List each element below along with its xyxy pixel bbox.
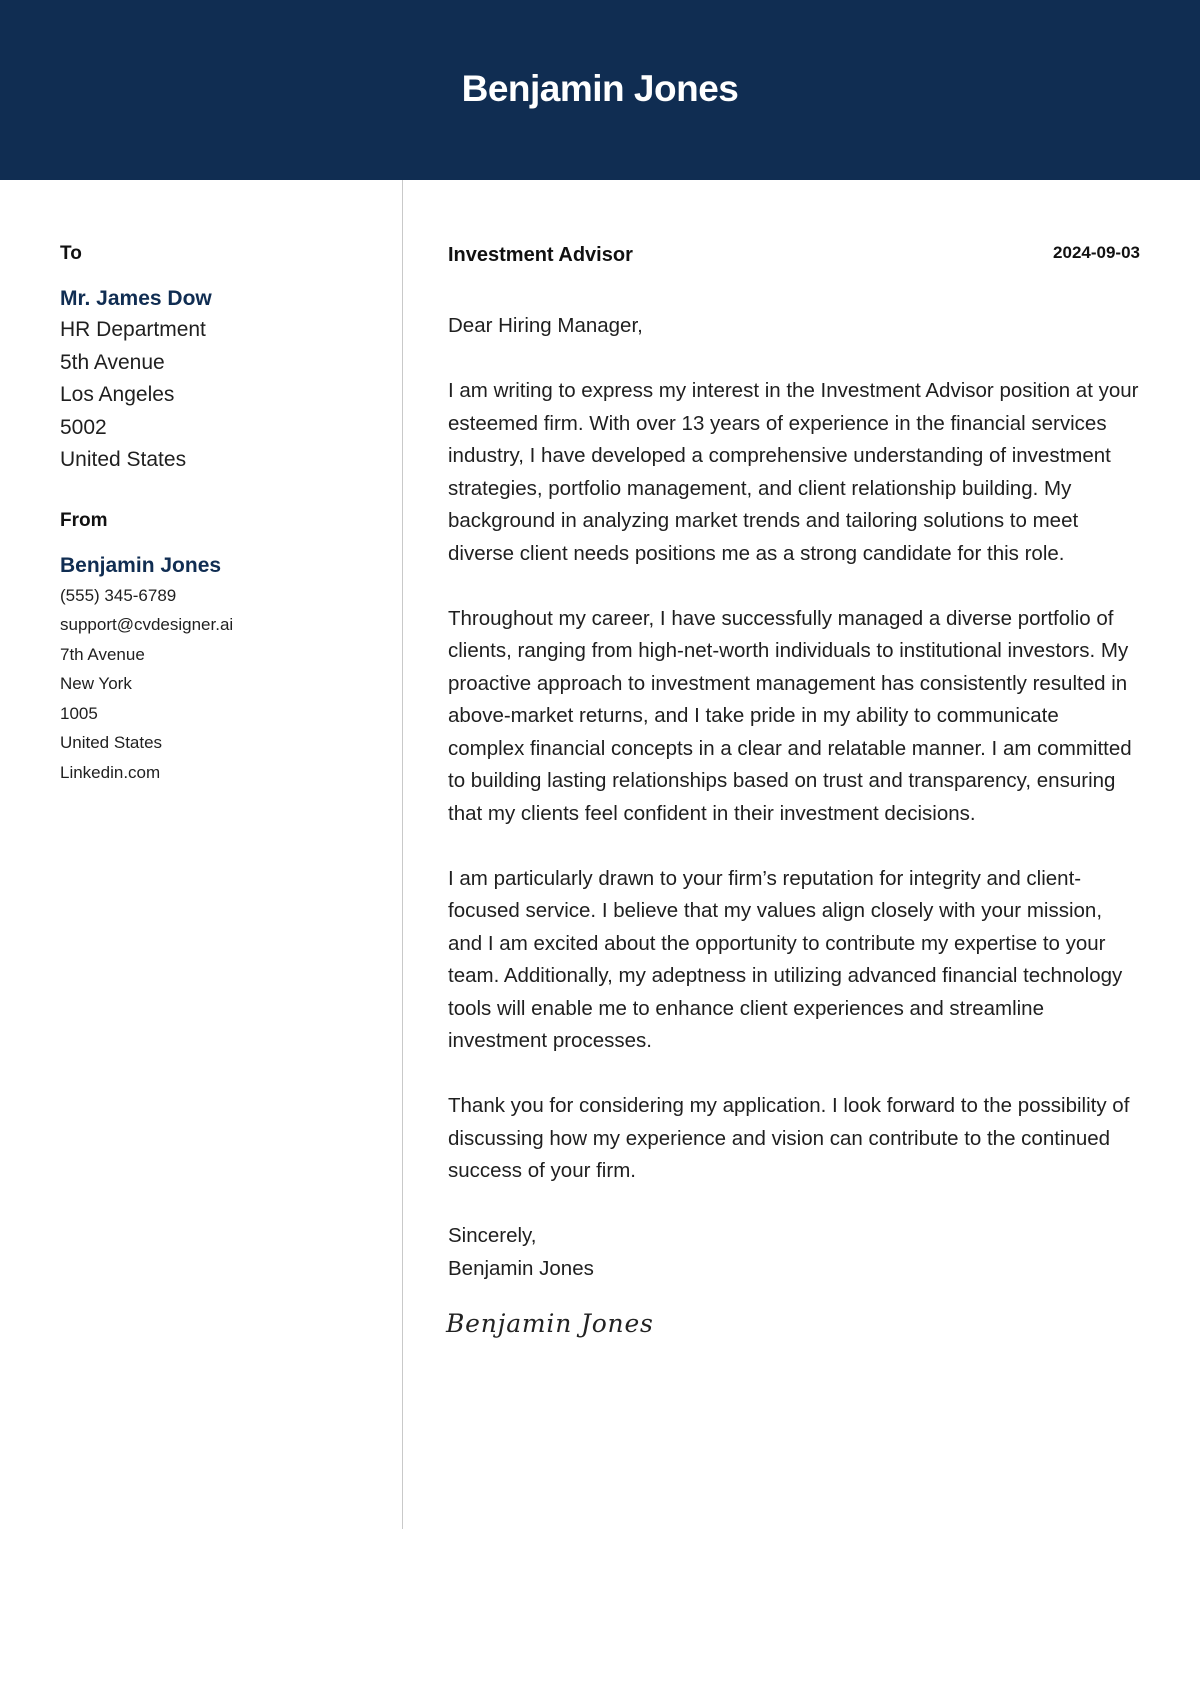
sender-zip: 1005 — [60, 703, 98, 723]
sender-phone: (555) 345-6789 — [60, 585, 177, 605]
recipient-department: HR Department — [60, 318, 206, 341]
applicant-name-heading: Benjamin Jones — [461, 68, 739, 109]
header-banner — [0, 0, 1200, 180]
closing-phrase: Sincerely, — [448, 1224, 537, 1247]
sender-link: Linkedin.com — [60, 762, 161, 782]
handwritten-signature: Benjamin Jones — [446, 1309, 654, 1338]
recipient-city: Los Angeles — [60, 383, 175, 406]
letter-header — [448, 240, 1140, 270]
letter-paragraph-3: I am particularly drawn to your firm’s reputation for integrity and client-focused service. I believe that my values align closely with your mission, and I am excited about the opportunity to contribute my expertise to your team. Additionally, my adeptness in utilizing advanced financial technology tools will enable me to enhance client experiences and streamline investment processes. — [448, 866, 1123, 1052]
recipient-name: Mr. James Dow — [60, 287, 212, 310]
letter-paragraph-4: Thank you for considering my application. I look forward to the possibility of discussing how my experience and vision can contribute to the continued success of your firm. — [448, 1094, 1130, 1182]
column-divider — [402, 180, 403, 1529]
sender-name: Benjamin Jones — [60, 553, 222, 577]
job-title: Investment Advisor — [448, 244, 633, 266]
recipient-country: United States — [60, 448, 187, 471]
from-label: From — [60, 509, 108, 531]
letter-date: 2024-09-03 — [1053, 243, 1140, 262]
recipient-zip: 5002 — [60, 415, 107, 439]
to-label: To — [60, 243, 82, 264]
letter-body — [448, 240, 1140, 1341]
recipient-street: 5th Avenue — [60, 350, 165, 374]
salutation: Dear Hiring Manager, — [448, 314, 643, 337]
sender-country: United States — [60, 733, 163, 752]
sender-city: New York — [60, 674, 132, 693]
sender-street: 7th Avenue — [60, 644, 145, 664]
letter-paragraph-2: Throughout my career, I have successfully managed a diverse portfolio of clients, ranging from high-net-worth individuals to institutional investors. My proactive approach to investment management has consistently resulted in above-market returns, and I take pride in my ability to communicate complex financial concepts in a clear and relatable manner. I am committed to building lasting relationships based on trust and transparency, ensuring that my clients feel confident in their investment decisions. — [448, 606, 1132, 825]
closing-block — [448, 1220, 1140, 1285]
letter-paragraph-1: I am writing to express my interest in the Investment Advisor position at your esteemed firm. With over 13 years of experience in the financial services industry, I have developed a comprehensive understanding of investment strategies, portfolio management, and client relationship building. My background in analyzing market trends and tailoring solutions to meet diverse client needs positions me as a strong candidate for this role. — [448, 379, 1139, 565]
address-sidebar — [60, 240, 380, 787]
closing-name: Benjamin Jones — [448, 1256, 594, 1280]
sender-email: support@cvdesigner.ai — [60, 615, 234, 634]
